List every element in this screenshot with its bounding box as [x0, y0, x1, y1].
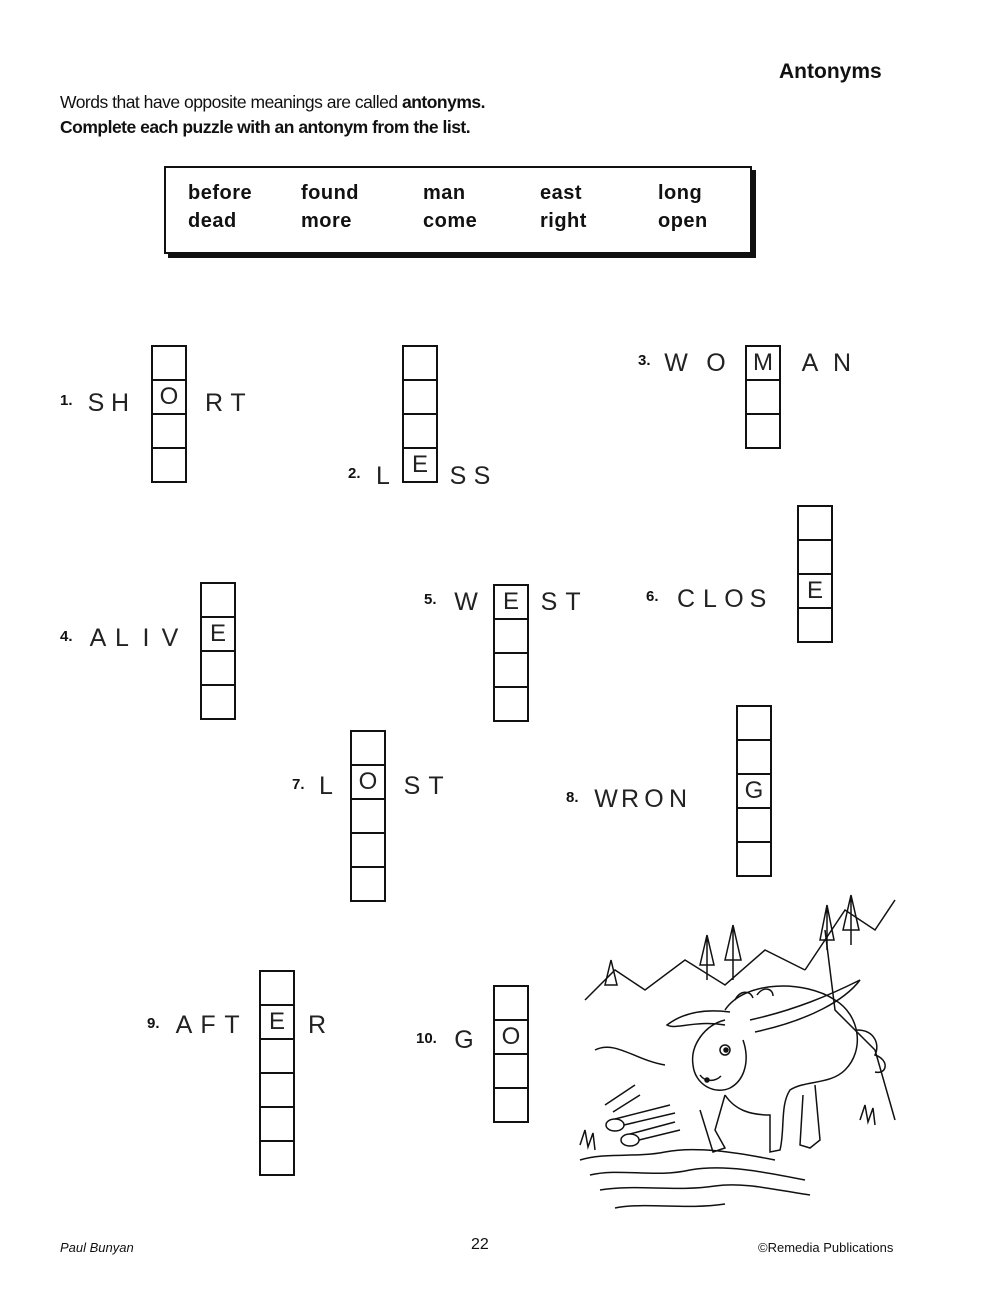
answer-cell[interactable] [259, 1072, 295, 1108]
answer-cell[interactable] [200, 684, 236, 720]
answer-column [402, 345, 438, 483]
word-option: dead [188, 210, 237, 232]
puzzle-number: 4. [60, 628, 73, 645]
answer-column [151, 345, 187, 483]
word-option: open [658, 210, 708, 232]
clue-word: W R O N [594, 784, 688, 813]
answer-cell[interactable] [151, 447, 187, 483]
puzzle-number: 9. [147, 1015, 160, 1032]
word-option: before [188, 182, 253, 204]
answer-cell[interactable] [745, 413, 781, 449]
clue-word: S H [87, 388, 130, 417]
instruction-line-2: Complete each puzzle with an antonym from the list. [60, 117, 471, 137]
answer-cell[interactable] [402, 379, 438, 415]
word-option: right [540, 210, 587, 232]
given-letter-cell: O [493, 1019, 529, 1055]
puzzle-number: 8. [566, 789, 579, 806]
answer-cell[interactable] [350, 832, 386, 868]
answer-cell[interactable] [493, 1053, 529, 1089]
answer-cell[interactable] [350, 730, 386, 766]
puzzle-number: 10. [416, 1030, 437, 1047]
word-option: more [301, 210, 352, 232]
word-list-box [164, 166, 752, 254]
puzzle-number: 6. [646, 588, 659, 605]
word-option: come [423, 210, 478, 232]
answer-cell[interactable] [200, 650, 236, 686]
answer-cell[interactable] [797, 607, 833, 643]
answer-cell[interactable] [493, 686, 529, 722]
word-option: man [423, 182, 466, 204]
clue-word: A F T [175, 1010, 240, 1039]
given-letter-cell: M [745, 345, 781, 381]
page-title: Antonyms [779, 60, 882, 83]
clue-word: W O [664, 348, 726, 377]
answer-cell[interactable] [151, 413, 187, 449]
answer-column [736, 705, 772, 877]
answer-cell[interactable] [402, 345, 438, 381]
answer-cell[interactable] [259, 1106, 295, 1142]
answer-cell[interactable] [493, 985, 529, 1021]
answer-column [745, 345, 781, 449]
puzzle-number: 3. [638, 352, 651, 369]
puzzle-number: 1. [60, 392, 73, 409]
instructions [60, 90, 485, 140]
given-letter-cell: E [402, 447, 438, 483]
page-number: 22 [471, 1236, 489, 1253]
puzzle-number: 5. [424, 591, 437, 608]
answer-cell[interactable] [745, 379, 781, 415]
answer-cell[interactable] [151, 345, 187, 381]
answer-cell[interactable] [736, 705, 772, 741]
clue-word-end: A N [801, 348, 852, 377]
given-letter-cell: E [200, 616, 236, 652]
puzzle-number: 7. [292, 776, 305, 793]
clue-word: C L O S [676, 584, 767, 613]
puzzle-number: 2. [348, 465, 361, 482]
footer-book-title: Paul Bunyan [60, 1240, 134, 1255]
answer-cell[interactable] [493, 1087, 529, 1123]
answer-cell[interactable] [350, 798, 386, 834]
clue-word: L [376, 461, 390, 490]
answer-cell[interactable] [736, 807, 772, 843]
answer-cell[interactable] [200, 582, 236, 618]
answer-cell[interactable] [259, 1140, 295, 1176]
answer-cell[interactable] [259, 1038, 295, 1074]
instruction-line-1: Words that have opposite meanings are called antonyms. [60, 92, 486, 112]
given-letter-cell: G [736, 773, 772, 809]
clue-word: A L I V [89, 623, 179, 652]
given-letter-cell: O [350, 764, 386, 800]
clue-word: L [319, 771, 333, 800]
clue-word-end: S T [403, 771, 444, 800]
clue-word: G [454, 1025, 474, 1054]
clue-word-end: R T [204, 388, 246, 417]
clue-word-end: S T [540, 587, 581, 616]
answer-cell[interactable] [736, 739, 772, 775]
answer-column [350, 730, 386, 902]
answer-cell[interactable] [493, 652, 529, 688]
clue-word-end: R [307, 1010, 327, 1039]
clue-word-end: S S [449, 461, 491, 490]
word-option: found [301, 182, 360, 204]
answer-column [493, 584, 529, 722]
answer-cell[interactable] [797, 505, 833, 541]
answer-column [259, 970, 295, 1176]
answer-column [797, 505, 833, 643]
clue-word: W [454, 587, 478, 616]
answer-cell[interactable] [493, 618, 529, 654]
answer-cell[interactable] [259, 970, 295, 1006]
word-option: long [658, 182, 703, 204]
ox-illustration [575, 890, 900, 1225]
answer-column [200, 582, 236, 720]
answer-column [493, 985, 529, 1123]
answer-cell[interactable] [797, 539, 833, 575]
answer-cell[interactable] [402, 413, 438, 449]
given-letter-cell: O [151, 379, 187, 415]
answer-cell[interactable] [350, 866, 386, 902]
given-letter-cell: E [259, 1004, 295, 1040]
given-letter-cell: E [797, 573, 833, 609]
word-option: east [540, 182, 583, 204]
given-letter-cell: E [493, 584, 529, 620]
footer-publisher: ©Remedia Publications [758, 1240, 894, 1255]
answer-cell[interactable] [736, 841, 772, 877]
